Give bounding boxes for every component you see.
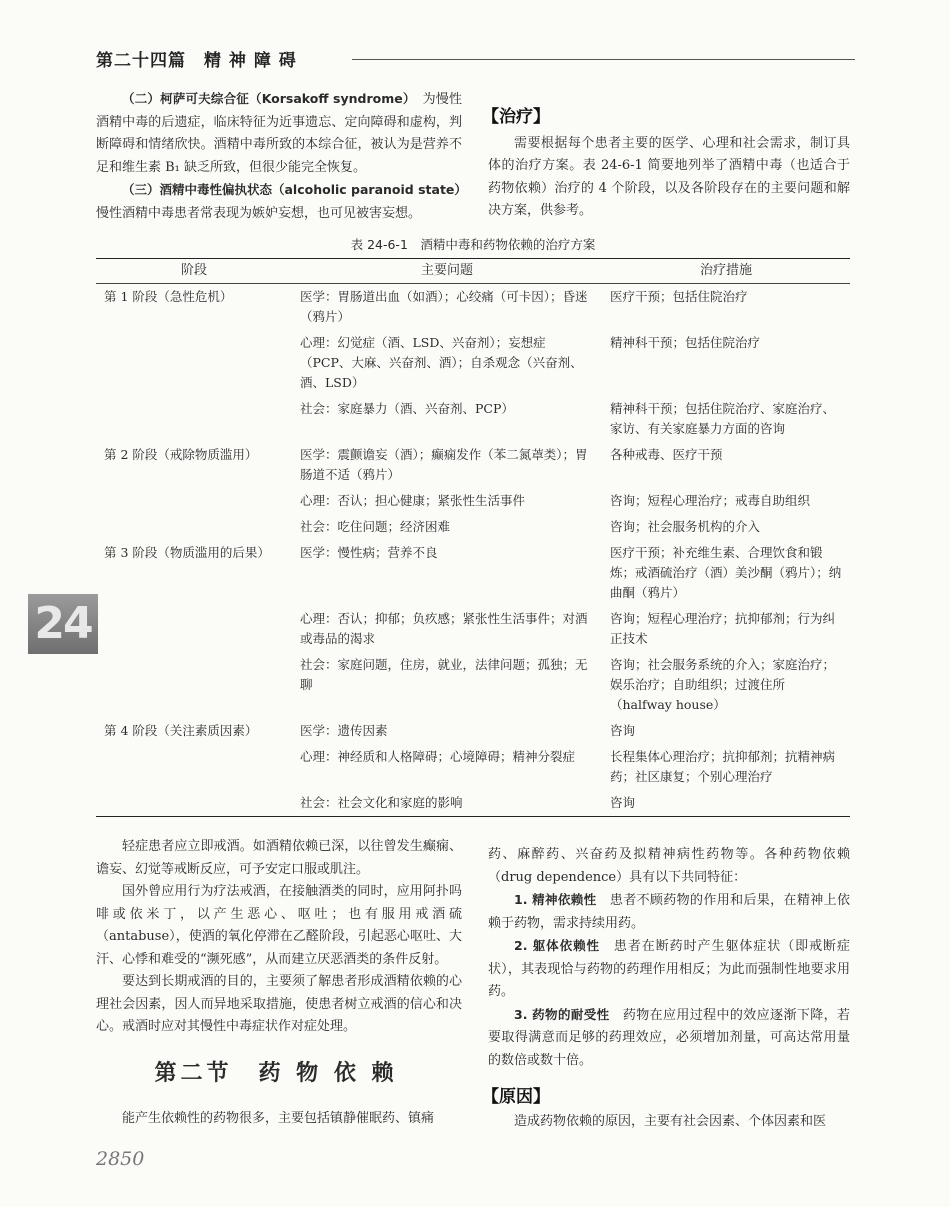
table-row bbox=[96, 540, 850, 606]
table-row bbox=[96, 488, 850, 514]
problem-cell: 社会：社会文化和家庭的影响 bbox=[292, 790, 602, 817]
problem-cell: 心理：否认；抑郁；负疚感；紧张性生活事件；对酒或毒品的渴求 bbox=[300, 611, 588, 646]
stage-cell bbox=[96, 514, 292, 540]
table-row bbox=[96, 330, 850, 396]
paragraph-paranoid bbox=[96, 179, 467, 225]
list-item-head: 2. 躯体依赖性 bbox=[514, 938, 600, 953]
subheading-korsakoff: （二）柯萨可夫综合征（Korsakoff syndrome） bbox=[122, 91, 410, 106]
table-row bbox=[96, 284, 850, 331]
bottom-right-column bbox=[488, 844, 850, 1072]
list-item bbox=[488, 935, 850, 1004]
top-left-column bbox=[96, 88, 467, 225]
bottom-left-continuation bbox=[96, 1108, 462, 1131]
list-item bbox=[488, 1004, 850, 1073]
measure-cell: 长程集体心理治疗；抗抑郁剂；抗精神病药；社区康复；个别心理治疗 bbox=[610, 749, 836, 784]
paragraph: 造成药物依赖的原因，主要有社会因素、个体因素和医 bbox=[514, 1113, 827, 1129]
paragraph: 能产生依赖性的药物很多，主要包括镇静催眠药、镇痛 bbox=[122, 1111, 435, 1126]
bottom-left-column bbox=[96, 836, 462, 1039]
problem-cell: 医学：胃肠道出血（如酒）；心绞痛（可卡因）；昏迷（鸦片） bbox=[300, 289, 588, 324]
list-item bbox=[488, 889, 850, 935]
stage-cell: 第 4 阶段（关注素质因素） bbox=[104, 723, 258, 738]
top-right-column bbox=[482, 106, 850, 223]
header-rule bbox=[352, 59, 855, 60]
problem-cell: 心理：幻觉症（酒、LSD、兴奋剂）；妄想症（PCP、大麻、兴奋剂、酒）；自杀观念（兴奋剂、酒、LSD） bbox=[300, 335, 583, 390]
table-row bbox=[96, 606, 850, 652]
paragraph: 轻症患者应立即戒酒。如酒精依赖已深，以往曾发生癫痫、谵妄、幻觉等戒断反应，可予安定口服或肌注。 bbox=[96, 839, 462, 877]
column-header-stage: 阶段 bbox=[96, 259, 292, 284]
table-row bbox=[96, 396, 850, 442]
table-header-row bbox=[96, 259, 850, 284]
measure-cell: 咨询 bbox=[602, 790, 850, 817]
measure-cell: 各种戒毒、医疗干预 bbox=[610, 447, 723, 462]
problem-cell: 心理：神经质和人格障碍；心境障碍；精神分裂症 bbox=[300, 749, 576, 764]
measure-cell: 医疗干预；补充维生素、合理饮食和锻炼；戒酒硫治疗（酒）美沙酮（鸦片）；纳曲酮（鸦片） bbox=[610, 545, 842, 600]
paragraph-korsakoff bbox=[96, 88, 462, 179]
problem-cell: 社会：吃住问题；经济困难 bbox=[300, 519, 451, 534]
running-header: 第二十四篇 精 神 障 碍 bbox=[96, 51, 297, 71]
paragraph-text: 为慢性酒精中毒的后遗症，临床特征为近事遗忘、定向障碍和虚构，判断障碍和情绪欣快。酒精中毒所致的本综合征，被认为是营养不足和维生素 B₁ 缺乏所致，但很少能完全恢复。 bbox=[96, 92, 462, 175]
list-item-text: 患者不顾药物的作用和后果，在精神上依赖于药物，需求持续用药。 bbox=[488, 893, 850, 931]
table-row bbox=[96, 790, 850, 817]
heading-causes: 【原因】 bbox=[482, 1087, 550, 1107]
paragraph: 要达到长期戒酒的目的，主要须了解患者形成酒精依赖的心理社会因素，因人而异地采取措施，使患者树立戒酒的信心和决心。戒酒时应对其慢性中毒症状作对症处理。 bbox=[96, 974, 462, 1034]
table-row bbox=[96, 718, 850, 744]
problem-cell: 医学：慢性病；营养不良 bbox=[300, 545, 438, 560]
problem-cell: 心理：否认；担心健康；紧张性生活事件 bbox=[300, 493, 526, 508]
stage-cell: 第 3 阶段（物质滥用的后果） bbox=[104, 545, 270, 560]
treatment-table bbox=[96, 258, 850, 817]
problem-cell: 医学：遗传因素 bbox=[300, 723, 388, 738]
paragraph: 药、麻醉药、兴奋药及拟精神病性药物等。各种药物依赖（drug dependence）具有以下共同特征： bbox=[488, 847, 850, 885]
stage-cell bbox=[96, 396, 292, 442]
measure-cell: 精神科干预；包括住院治疗 bbox=[610, 335, 761, 350]
measure-cell: 咨询；短程心理治疗；抗抑郁剂；行为纠正技术 bbox=[610, 611, 836, 646]
measure-cell: 咨询；短程心理治疗；戒毒自助组织 bbox=[610, 493, 811, 508]
list-item-text: 药物在应用过程中的效应逐渐下降，若要取得满意而足够的药理效应，必须增加剂量，可高达常用量的数倍或数十倍。 bbox=[488, 1007, 850, 1068]
paragraph: 国外曾应用行为疗法戒酒，在接触酒类的同时，应用阿扑吗啡或依米丁，以产生恶心、呕吐；也有服用戒酒硫（antabuse），使酒的氧化停滞在乙醛阶段，引起恶心呕吐、大汗、心悸和难受的“濒死感”，从而建立厌恶酒类的条件反射。 bbox=[96, 884, 462, 967]
measure-cell: 精神科干预；包括住院治疗、家庭治疗、家访、有关家庭暴力方面的咨询 bbox=[610, 401, 836, 436]
problem-cell: 医学：震颤谵妄（酒）；癫痫发作（苯二氮䓬类）；胃肠道不适（鸦片） bbox=[300, 447, 588, 482]
measure-cell: 咨询 bbox=[610, 723, 636, 738]
table-row bbox=[96, 514, 850, 540]
page-number: 2850 bbox=[96, 1148, 145, 1170]
paragraph-text: 慢性酒精中毒患者常表现为嫉妒妄想，也可见被害妄想。 bbox=[96, 205, 422, 221]
measure-cell: 咨询；社会服务机构的介入 bbox=[610, 519, 761, 534]
stage-cell bbox=[96, 790, 292, 817]
stage-cell bbox=[96, 744, 292, 790]
stage-cell bbox=[96, 652, 292, 718]
stage-cell: 第 2 阶段（戒除物质滥用） bbox=[104, 447, 258, 462]
chapter-tab: 24 bbox=[28, 594, 98, 654]
table-caption: 表 24-6-1 酒精中毒和药物依赖的治疗方案 bbox=[350, 237, 596, 252]
stage-cell bbox=[96, 606, 292, 652]
paragraph-treatment: 需要根据每个患者主要的医学、心理和社会需求，制订具体的治疗方案。表 24-6-1 简要地列举了酒精中毒（也适合于药物依赖）治疗的 4 个阶段，以及各阶段存在的主要问题和解决方案，供参考。 bbox=[488, 135, 850, 218]
measure-cell: 咨询；社会服务系统的介入；家庭治疗；娱乐治疗；自助组织；过渡住所（halfway house） bbox=[610, 657, 836, 712]
table-row bbox=[96, 744, 850, 790]
problem-cell: 社会：家庭暴力（酒、兴奋剂、PCP） bbox=[300, 401, 514, 416]
measure-cell: 医疗干预；包括住院治疗 bbox=[610, 289, 748, 304]
list-item-head: 3. 药物的耐受性 bbox=[514, 1006, 610, 1022]
column-header-measure: 治疗措施 bbox=[602, 259, 850, 284]
stage-cell: 第 1 阶段（急性危机） bbox=[104, 289, 233, 304]
subheading-paranoid: （三）酒精中毒性偏执状态（alcoholic paranoid state） bbox=[122, 182, 467, 197]
heading-treatment: 【治疗】 bbox=[482, 107, 550, 127]
causes-block bbox=[482, 1086, 850, 1133]
stage-cell bbox=[96, 488, 292, 514]
table-row bbox=[96, 652, 850, 718]
problem-cell: 社会：家庭问题，住房，就业，法律问题；孤独；无聊 bbox=[300, 657, 588, 692]
table-row bbox=[96, 442, 850, 488]
column-header-problem: 主要问题 bbox=[292, 259, 602, 284]
section-title: 第二节 药 物 依 赖 bbox=[154, 1060, 398, 1086]
list-item-head: 1. 精神依赖性 bbox=[514, 892, 597, 907]
stage-cell bbox=[96, 330, 292, 396]
list-item-text: 患者在断药时产生躯体症状（即戒断症状），其表现恰与药物的药理作用相反；为此而强制性地要求用药。 bbox=[488, 939, 850, 999]
